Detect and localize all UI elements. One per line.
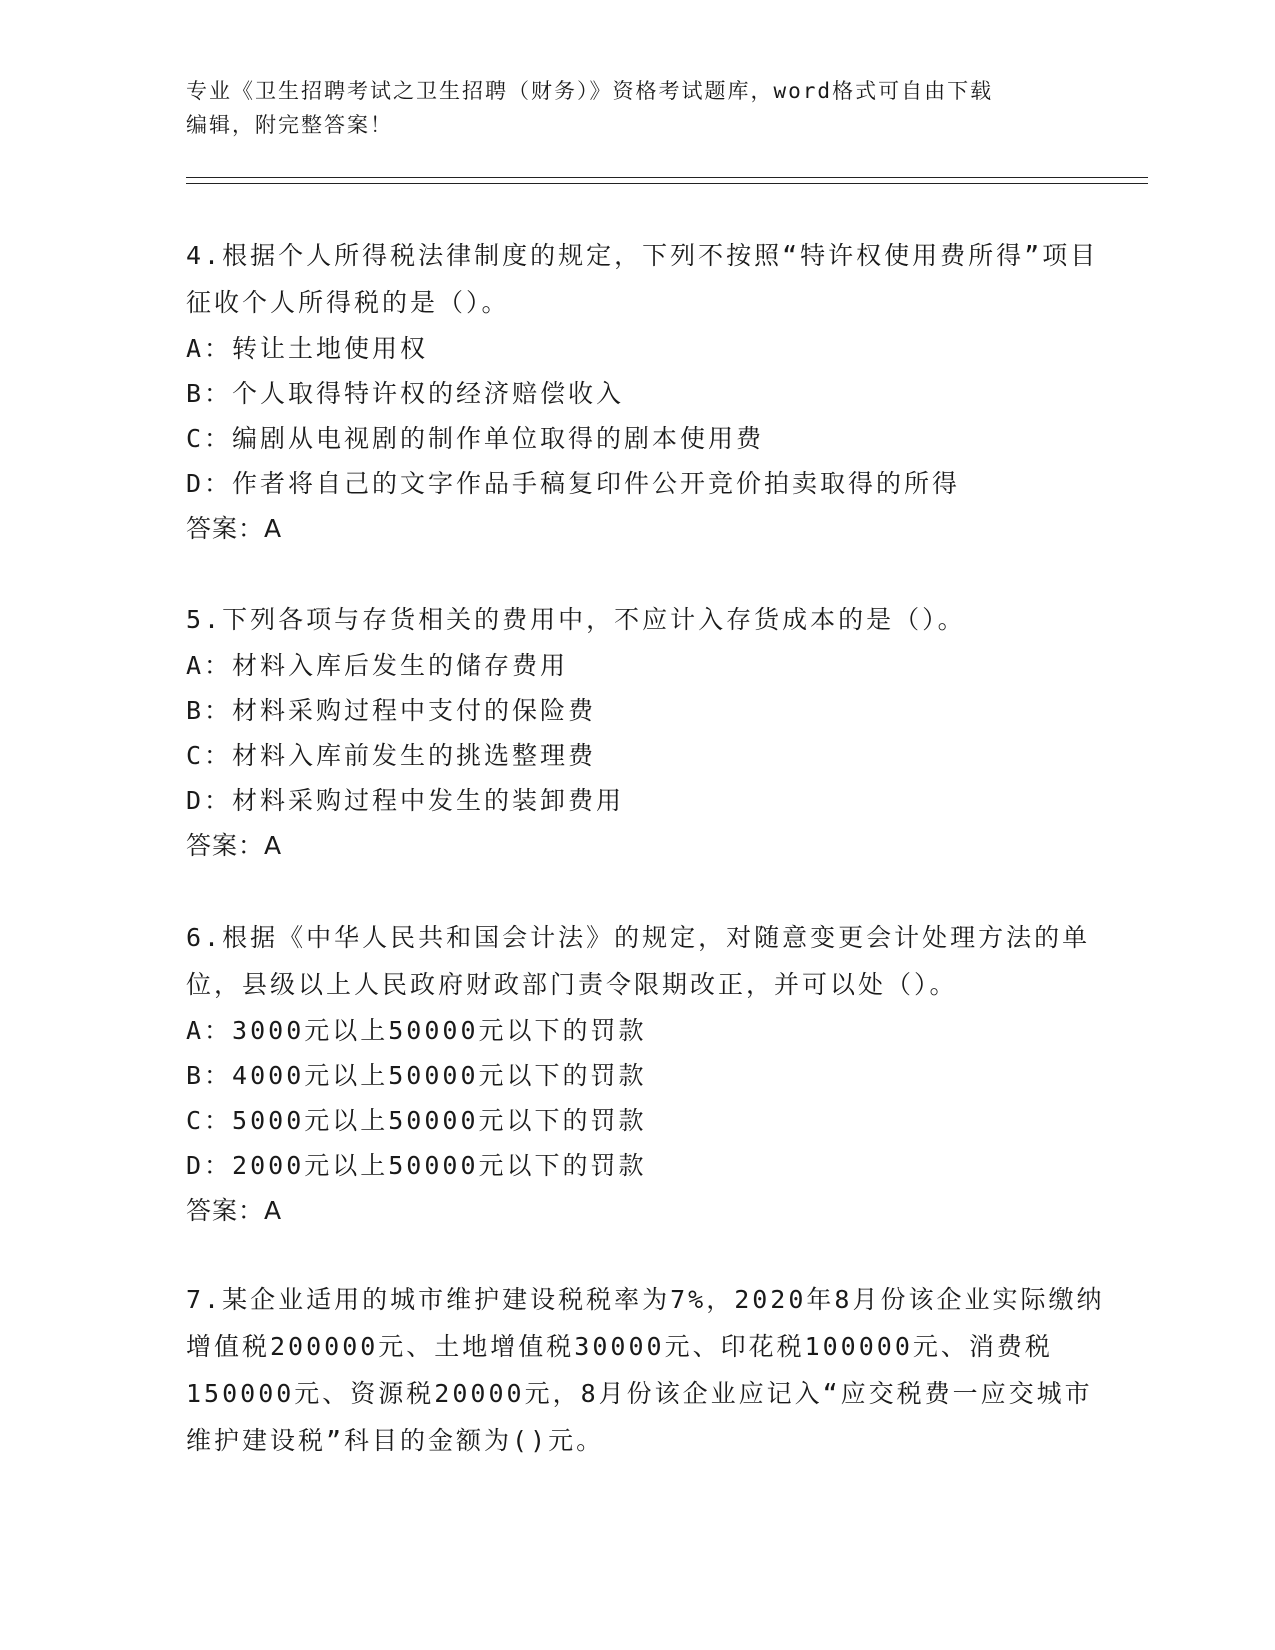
- answer-line: 答案：A: [186, 831, 283, 860]
- question-6: [186, 914, 1106, 1233]
- question-5: [186, 596, 1106, 868]
- document-header: [186, 74, 1086, 142]
- option-b: B：材料采购过程中支付的保险费: [186, 696, 597, 725]
- option-c: C：材料入库前发生的挑选整理费: [186, 741, 597, 770]
- option-d: D：材料采购过程中发生的装卸费用: [186, 786, 625, 815]
- option-c: C：编剧从电视剧的制作单位取得的剧本使用费: [186, 424, 765, 453]
- header-divider-bottom: [186, 183, 1148, 184]
- answer-line: 答案：A: [186, 1196, 283, 1225]
- option-c: C：5000元以上50000元以下的罚款: [186, 1106, 647, 1135]
- option-d: D：作者将自己的文字作品手稿复印件公开竞价拍卖取得的所得: [186, 469, 961, 498]
- header-line-2: 编辑，附完整答案！: [186, 113, 393, 137]
- question-stem: 6.根据《中华人民共和国会计法》的规定，对随意变更会计处理方法的单位，县级以上人民政府财政部门责令限期改正，并可以处（）。: [186, 923, 1091, 999]
- option-a: A：3000元以上50000元以下的罚款: [186, 1016, 647, 1045]
- header-line-1: 专业《卫生招聘考试之卫生招聘（财务）》资格考试题库，word格式可自由下载: [186, 79, 994, 103]
- option-b: B：个人取得特许权的经济赔偿收入: [186, 379, 625, 408]
- option-a: A：转让土地使用权: [186, 334, 429, 363]
- question-7: [186, 1276, 1106, 1464]
- question-stem: 4.根据个人所得税法律制度的规定，下列不按照“特许权使用费所得”项目征收个人所得税的是（）。: [186, 241, 1099, 317]
- question-4: [186, 232, 1106, 551]
- header-divider-top: [186, 177, 1148, 178]
- option-a: A：材料入库后发生的储存费用: [186, 651, 569, 680]
- option-d: D：2000元以上50000元以下的罚款: [186, 1151, 647, 1180]
- question-stem: 7.某企业适用的城市维护建设税税率为7%，2020年8月份该企业实际缴纳增值税200000元、土地增值税30000元、印花税100000元、消费税150000元、资源税20000元，8月份该企业应记入“应交税费一应交城市维护建设税”科目的金额为()元。: [186, 1285, 1105, 1455]
- question-stem: 5.下列各项与存货相关的费用中，不应计入存货成本的是（）。: [186, 605, 966, 634]
- option-b: B：4000元以上50000元以下的罚款: [186, 1061, 647, 1090]
- answer-line: 答案：A: [186, 514, 283, 543]
